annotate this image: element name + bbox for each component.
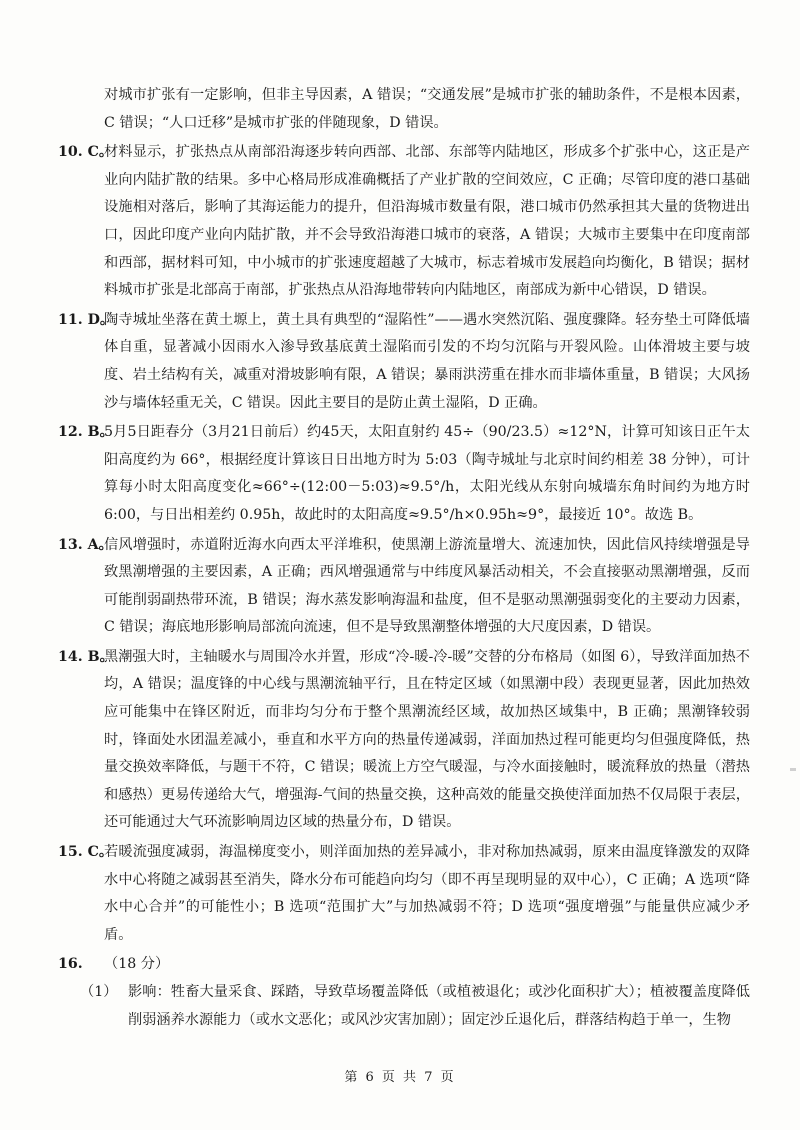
item-text: 5月5日距春分（3月21日前后）约45天，太阳直射约 45÷（90/23.5）≈12°N，计算可知该日正午太阳高度约为 66°，根据经度计算该日日出地方时为 5:03（陶寺城址与北京时间约相差 38 分钟），可计算每小时太阳高度变化≈66°÷(12:00－5:03)≈9.5°/h，太阳光线从东射向城墙东角时间约为地方时 6:00，与日出相差约 0.95h，故此时的太阳高度≈9.5°/h×0.95h≈9°，最接近 10°。故选 B。: [104, 424, 750, 523]
answer-item-11: [58, 307, 750, 417]
page-footer: 第 6 页 共 7 页: [344, 1070, 456, 1085]
item-text: （18 分）: [104, 956, 170, 973]
answer-item-12: [58, 419, 750, 529]
subitem-text: 影响：牲畜大量采食、踩踏，导致草场覆盖降低（或植被退化；或沙化面积扩大）；植被覆盖度降低削弱涵养水源能力（或水文恶化；或风沙灾害加剧）；固定沙丘退化后，群落结构趋于单一，生物: [128, 984, 750, 1028]
answer-item-16: [58, 951, 750, 979]
answer-content: [58, 82, 750, 1034]
item-text: 材料显示，扩张热点从南部沿海逐步转向西部、北部、东部等内陆地区，形成多个扩张中心，这正是产业向内陆扩散的结果。多中心格局形成准确概括了产业扩散的空间效应，C 正确；尽管印度的港口基础设施相对落后，影响了其海运能力的提升，但沿海城市数量有限，港口城市仍然承担其大量的货物进出口，因此印度产业向内陆扩散，并不会导致沿海港口城市的衰落，A 错误；大城市主要集中在印度南部和西部，据材料可知，中小城市的扩张速度超越了大城市，标志着城市发展趋向均衡化，B 错误；据材料城市扩张是北部高于南部，扩张热点从沿海地带转向内陆地区，南部成为新中心错误，D 错误。: [104, 144, 750, 299]
answer-item-13: [58, 532, 750, 642]
item-number: 11. D。: [58, 311, 115, 328]
item-text: 黑潮强大时，主轴暖水与周围冷水并置，形成“冷-暖-冷-暖”交替的分布格局（如图 6），导致洋面加热不均，A 错误；温度锋的中心线与黑潮流轴平行，且在特定区域（如黑潮中段）表现更显著，因此加热效应可能集中在锋区附近，而非均匀分布于整个黑潮流经区域，故加热区域集中，B 正确；黑潮锋较弱时，锋面处水团温差减小，垂直和水平方向的热量传递减弱，洋面加热过程可能更均匀但强度降低，热量交换效率降低，与题干不符，C 错误；暖流上方空气暖湿，与冷水面接触时，暖流释放的热量（潜热和感热）更易传递给大气，增强海-气间的热量交换，这种高效的能量交换使洋面加热不仅局限于表层，还可能通过大气环流影响周边区域的热量分布，D 错误。: [104, 648, 750, 831]
item-number: 12. B。: [58, 424, 114, 441]
item-text: 若暖流强度减弱，海温梯度变小，则洋面加热的差异减小，非对称加热减弱，原来由温度锋激发的双降水中心将随之减弱甚至消失，降水分布可能趋向均匀（即不再呈现明显的双中心），C 正确；A 选项“降水中心合并”的可能性小；B 选项“范围扩大”与加热减弱不符；D 选项“强度增强”与能量供应减少矛盾。: [104, 844, 750, 943]
answer-item-15: [58, 839, 750, 949]
item-number: 15. C。: [58, 844, 114, 861]
item-number: 10. C。: [58, 144, 114, 161]
answer-item-10: [58, 139, 750, 305]
subitem-number: （1）: [80, 984, 118, 1000]
item-text: 陶寺城址坐落在黄土塬上，黄土具有典型的“湿陷性”——遇水突然沉陷、强度骤降。轻夯垫土可降低墙体自重，显著减小因雨水入渗导致基底黄土湿陷而引发的不均匀沉陷与开裂风险。山体滑坡主要与坡度、岩土结构有关，减重对滑坡影响有限，A 错误；暴雨洪涝重在排水而非墙体重量，B 错误；大风扬沙与墙体轻重无关，C 错误。因此主要目的是防止黄土湿陷，D 正确。: [104, 311, 750, 411]
answer-subitem-16-1: [58, 979, 750, 1034]
item-number: 13. A。: [58, 536, 113, 553]
item-number: 16.: [58, 956, 83, 973]
intro-paragraph: 对城市扩张有一定影响，但非主导因素，A 错误；“交通发展”是城市扩张的辅助条件，不是根本因素，C 错误；“人口迁移”是城市扩张的伴随现象，D 错误。: [104, 87, 750, 131]
answer-item-14: [58, 644, 750, 837]
item-number: 14. B。: [58, 648, 114, 665]
item-text: 信风增强时，赤道附近海水向西太平洋堆积，使黑潮上游流量增大、流速加快，因此信风持续增强是导致黑潮增强的主要因素，A 正确；西风增强通常与中纬度风暴活动相关，不会直接驱动黑潮增强，反而可能削弱副热带环流，B 错误；海水蒸发影响海温和盐度，但不是驱动黑潮强弱变化的主要动力因素，C 错误；海底地形影响局部流向流速，但不是导致黑潮整体增强的大尺度因素，D 错误。: [104, 536, 750, 636]
scan-artifact: [790, 768, 796, 771]
